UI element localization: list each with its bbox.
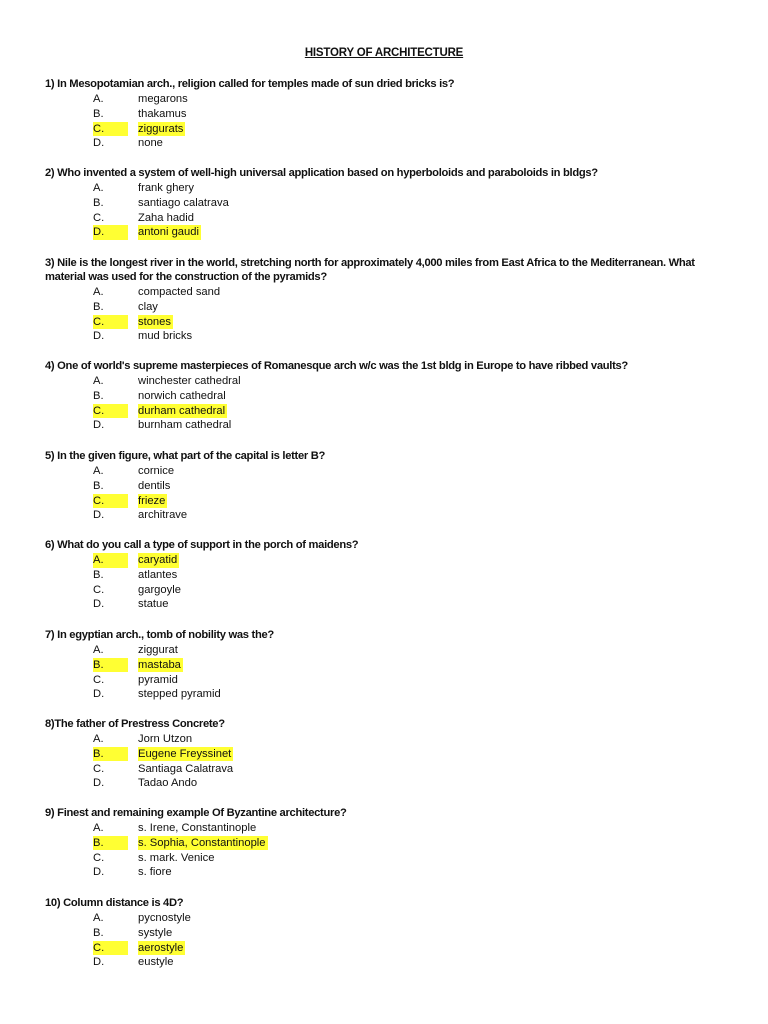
correct-answer-text: aerostyle: [138, 941, 184, 954]
option-letter: D.: [93, 956, 105, 969]
option-letter: A.: [93, 375, 104, 387]
correct-answer-text: caryatid: [138, 554, 178, 566]
option-letter: D.: [93, 419, 105, 432]
option-text: architrave: [138, 509, 188, 522]
correct-answer-text: ziggurats: [138, 122, 184, 135]
option-text: santiago calatrava: [138, 196, 229, 209]
option-letter: C.: [93, 941, 128, 956]
option-letter: A.: [93, 822, 104, 834]
correct-answer-text: stones: [138, 315, 171, 328]
correct-answer-text: frieze: [138, 494, 166, 507]
option-text: dentils: [138, 479, 171, 492]
option-letter: A.: [93, 286, 104, 298]
question-1: 1) In Mesopotamian arch., religion called for temples made of sun dried bricks is?: [45, 78, 455, 90]
option-text: clay: [138, 300, 158, 313]
option-letter: B.: [93, 300, 104, 313]
option-text: pycnostyle: [138, 912, 191, 924]
correct-answer-text: s. Sophia, Constantinople: [138, 836, 266, 849]
option-text: norwich cathedral: [138, 389, 226, 402]
option-text: frank ghery: [138, 182, 194, 194]
question-7: 7) In egyptian arch., tomb of nobility was the?: [45, 629, 274, 641]
option-letter: B.: [93, 479, 104, 492]
option-letter: C.: [93, 211, 105, 224]
option-letter: B.: [93, 836, 128, 851]
option-text: systyle: [138, 926, 173, 939]
option-text: ziggurat: [138, 644, 178, 656]
question-9: 9) Finest and remaining example Of Byzantine architecture?: [45, 807, 347, 819]
option-text: Jorn Utzon: [138, 733, 193, 745]
option-letter: B.: [93, 196, 104, 209]
option-text: Santiaga Calatrava: [138, 762, 234, 775]
option-letter: A.: [93, 912, 104, 924]
option-letter: B.: [93, 107, 104, 120]
option-letter: B.: [93, 658, 128, 673]
option-letter: D.: [93, 598, 105, 611]
option-text: compacted sand: [138, 286, 221, 298]
correct-answer-text: durham cathedral: [138, 404, 226, 417]
option-letter: D.: [93, 509, 105, 522]
option-letter: D.: [93, 225, 128, 240]
option-text: burnham cathedral: [138, 419, 232, 432]
option-letter: A.: [93, 93, 104, 105]
option-letter: D.: [93, 137, 105, 150]
option-text: mud bricks: [138, 330, 193, 343]
option-letter: C.: [93, 122, 128, 137]
question-8: 8)The father of Prestress Concrete?: [45, 718, 225, 730]
option-text: thakamus: [138, 107, 187, 120]
question-6: 6) What do you call a type of support in the porch of maidens?: [45, 539, 359, 551]
question-4: 4) One of world's supreme masterpieces of Romanesque arch w/c was the 1st bldg in Europe to have ribbed vaults?: [45, 360, 628, 372]
option-text: Tadao Ando: [138, 777, 198, 790]
option-letter: A.: [93, 553, 128, 568]
question-2: 2) Who invented a system of well-high universal application based on hyperboloids and paraboloids in bldgs?: [45, 167, 598, 179]
option-letter: C.: [93, 494, 128, 509]
correct-answer-text: antoni gaudi: [138, 226, 199, 239]
option-text: atlantes: [138, 568, 178, 581]
option-letter: B.: [93, 389, 104, 402]
correct-answer-text: Eugene Freyssinet: [138, 747, 232, 760]
option-letter: B.: [93, 747, 128, 762]
option-letter: B.: [93, 926, 104, 939]
option-letter: D.: [93, 777, 105, 790]
option-text: s. Irene, Constantinople: [138, 822, 257, 834]
option-text: pyramid: [138, 673, 178, 686]
option-letter: C.: [93, 673, 105, 686]
option-letter: C.: [93, 851, 105, 864]
option-letter: B.: [93, 568, 104, 581]
page-title: HISTORY OF ARCHITECTURE: [304, 47, 464, 59]
correct-answer-text: mastaba: [138, 658, 181, 671]
question-5: 5) In the given figure, what part of the capital is letter B?: [45, 450, 326, 462]
option-text: gargoyle: [138, 583, 181, 596]
option-letter: A.: [93, 465, 104, 477]
option-letter: A.: [93, 733, 104, 745]
option-text: eustyle: [138, 956, 174, 969]
option-text: winchester cathedral: [138, 375, 241, 387]
option-letter: C.: [93, 315, 128, 330]
option-letter: D.: [93, 688, 105, 701]
option-text: stepped pyramid: [138, 688, 221, 701]
option-text: megarons: [138, 93, 188, 105]
option-letter: C.: [93, 583, 105, 596]
option-text: statue: [138, 598, 169, 611]
option-text: s. mark. Venice: [138, 851, 215, 864]
option-text: Zaha hadid: [138, 211, 194, 224]
option-text: none: [138, 137, 163, 150]
option-text: s. fiore: [138, 866, 172, 879]
question-3: 3) Nile is the longest river in the world, stretching north for approximately 4,000 miles from East Africa to the Mediterranean. What material was used for the construction of the pyramids?: [45, 257, 695, 283]
option-letter: A.: [93, 182, 104, 194]
question-10: 10) Column distance is 4D?: [45, 897, 184, 909]
option-letter: C.: [93, 762, 105, 775]
option-letter: A.: [93, 644, 104, 656]
option-letter: D.: [93, 866, 105, 879]
option-letter: D.: [93, 330, 105, 343]
option-letter: C.: [93, 404, 128, 419]
option-text: cornice: [138, 465, 175, 477]
